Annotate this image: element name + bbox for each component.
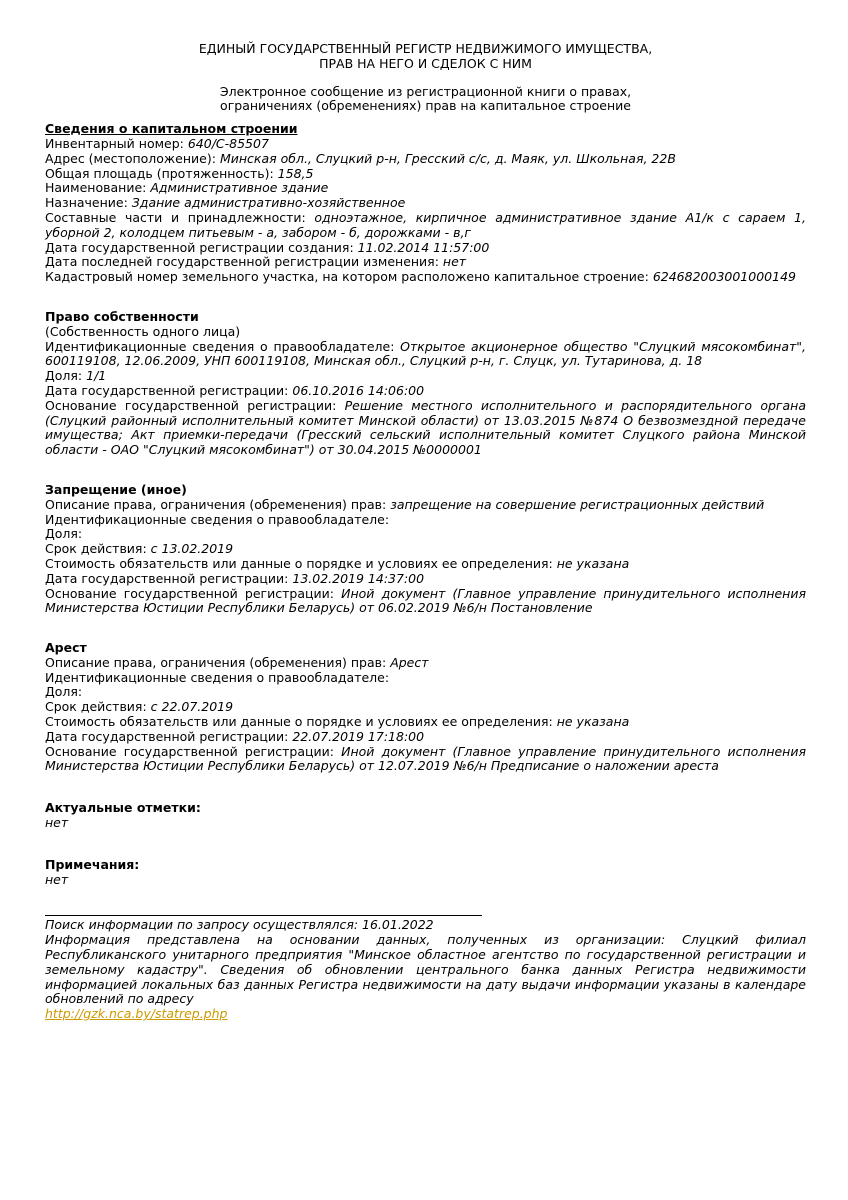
field-value: 158,5 [277, 165, 314, 181]
field-label: Стоимость обязательств или данные о порядке и условиях ее определения: [45, 714, 553, 730]
field-label: Дата государственной регистрации: [45, 570, 289, 586]
field-purpose [45, 196, 806, 211]
field-value: нет [442, 254, 467, 270]
field-value: Иной документ (Главное управление принудительного исполнения Министерства Юстиции Республики Беларусь) от 06.02.2019 №6/н Постановление [45, 585, 806, 616]
field-label: Срок действия: [45, 699, 147, 715]
field-value: 11.02.2014 11:57:00 [357, 239, 490, 255]
field-label: Кадастровый номер земельного участка, на котором расположено капитальное строение: [45, 269, 649, 285]
field-label: Наименование: [45, 180, 147, 196]
field-label: Дата государственной регистрации создания: [45, 239, 354, 255]
field-components [45, 211, 806, 241]
field-cadastral-number [45, 270, 806, 285]
field-label: Дата государственной регистрации: [45, 382, 289, 398]
ownership-subheading: (Собственность одного лица) [45, 323, 241, 339]
field-creation-reg-date [45, 241, 806, 256]
field-validity-period [45, 700, 806, 715]
field-value: 640/С-85507 [187, 135, 269, 151]
field-label: Описание права, ограничения (обременения) прав: [45, 654, 387, 670]
field-reg-date [45, 730, 806, 745]
field-validity-period [45, 542, 806, 557]
field-value: с 22.07.2019 [150, 699, 234, 715]
field-label: Основание государственной регистрации: [45, 397, 337, 413]
section-heading-prohibition: Запрещение (иное) [45, 481, 187, 497]
document-title-line2: ПРАВ НА НЕГО И СДЕЛОК С НИМ [319, 55, 532, 71]
field-rightholder-info [45, 671, 806, 686]
field-value: не указана [556, 714, 630, 730]
field-value: 06.10.2016 14:06:00 [292, 382, 425, 398]
field-value: одноэтажное, кирпичное административное здание А1/к с сараем 1, уборной 2, колодцем питьевым - а, забором - б, дорожками - в,г [45, 209, 806, 240]
field-address [45, 152, 806, 167]
field-label: Дата последней государственной регистрации изменения: [45, 254, 439, 270]
section-heading-ownership: Право собственности [45, 308, 199, 324]
field-share [45, 369, 806, 384]
footer-link-line [45, 1007, 806, 1022]
field-value: 13.02.2019 14:37:00 [292, 570, 425, 586]
field-label: Основание государственной регистрации: [45, 743, 334, 759]
field-value: Здание административно-хозяйственное [131, 195, 406, 211]
section-heading-capital: Сведения о капитальном строении [45, 121, 298, 137]
document-subtitle-line1: Электронное сообщение из регистрационной книги о правах, [219, 83, 632, 99]
field-label: Основание государственной регистрации: [45, 585, 334, 601]
field-value: запрещение на совершение регистрационных действий [390, 496, 765, 512]
field-label: Адрес (местоположение): [45, 150, 216, 166]
field-label: Доля: [45, 368, 83, 384]
field-rightholder-info [45, 513, 806, 528]
section-heading-notes: Примечания: [45, 856, 140, 872]
notes-value: нет [45, 871, 69, 887]
section-ownership [45, 310, 806, 458]
section-prohibition [45, 483, 806, 616]
footer-info-text: Информация представлена на основании данных, полученных из организации: Слуцкий филиал Республиканского унитарного предприятия "Минское областное агентство по государственной регистрации и земельному кадастру". Сведения об обновлении центрального банка данных Регистра недвижимости информацией локальных баз данных Регистра недвижимости на дату выдачи информации указаны в календаре обновлений по адресу [45, 932, 806, 1007]
field-share [45, 527, 806, 542]
field-value: Иной документ (Главное управление принудительного исполнения Министерства Юстиции Республики Беларусь) от 12.07.2019 №6/н Предписание о наложении ареста [45, 743, 806, 774]
field-rightholder-info [45, 340, 806, 370]
section-heading-arrest: Арест [45, 640, 87, 656]
field-value: 1/1 [86, 368, 107, 384]
footer-search-line: Поиск информации по запросу осуществлялся: 16.01.2022 [45, 917, 434, 933]
footer-separator-line [45, 915, 482, 916]
field-value: Открытое акционерное общество "Слуцкий мясокомбинат", 600119108, 12.06.2009, УНП 600119108, Минская обл., Слуцкий р-н, г. Слуцк, ул. Тутаринова, д. 18 [45, 338, 806, 369]
field-description [45, 656, 806, 671]
field-label: Составные части и принадлежности: [45, 209, 306, 225]
section-heading-actual-marks: Актуальные отметки: [45, 800, 201, 816]
section-actual-marks [45, 801, 806, 831]
field-label: Идентификационные сведения о правообладателе: [45, 669, 390, 685]
actual-marks-value: нет [45, 815, 69, 831]
section-capital-structure [45, 122, 806, 285]
field-obligation-value [45, 715, 806, 730]
field-value: Административное здание [150, 180, 329, 196]
field-value: с 13.02.2019 [150, 541, 234, 557]
document-subtitle-line2: ограничениях (обременениях) прав на капитальное строение [220, 98, 631, 114]
field-label: Дата государственной регистрации: [45, 728, 289, 744]
field-value: не указана [556, 555, 630, 571]
field-obligation-value [45, 557, 806, 572]
field-value: Арест [390, 654, 429, 670]
field-label: Описание права, ограничения (обременения) прав: [45, 496, 387, 512]
field-label: Идентификационные сведения о правообладателе: [45, 338, 395, 354]
field-reg-date [45, 384, 806, 399]
field-reg-date [45, 572, 806, 587]
field-description [45, 498, 806, 513]
field-share [45, 685, 806, 700]
field-reg-basis [45, 587, 806, 617]
field-total-area [45, 167, 806, 182]
field-label: Идентификационные сведения о правообладателе: [45, 511, 390, 527]
section-notes [45, 858, 806, 888]
field-last-change-reg-date [45, 255, 806, 270]
field-reg-basis [45, 745, 806, 775]
field-label: Общая площадь (протяженность): [45, 165, 274, 181]
document-footer [45, 915, 806, 1022]
field-inventory-number [45, 137, 806, 152]
section-arrest [45, 641, 806, 774]
field-reg-basis [45, 399, 806, 458]
field-label: Стоимость обязательств или данные о порядке и условиях ее определения: [45, 555, 553, 571]
field-value: Минская обл., Слуцкий р-н, Гресский с/с, д. Маяк, ул. Школьная, 22В [219, 150, 676, 166]
field-label: Назначение: [45, 195, 128, 211]
field-label: Инвентарный номер: [45, 135, 184, 151]
document-title-line1: ЕДИНЫЙ ГОСУДАРСТВЕННЫЙ РЕГИСТР НЕДВИЖИМОГО ИМУЩЕСТВА, [198, 41, 653, 56]
field-value: 624682003001000149 [652, 269, 796, 285]
field-label: Срок действия: [45, 541, 147, 557]
field-label: Доля: [45, 684, 83, 700]
statrep-link[interactable]: http://gzk.nca.by/statrep.php [45, 1006, 228, 1022]
field-label: Доля: [45, 526, 83, 542]
document-header [45, 42, 806, 114]
field-name [45, 181, 806, 196]
field-value: 22.07.2019 17:18:00 [292, 728, 425, 744]
field-value: Решение местного исполнительного и распорядительного органа (Слуцкий районный исполнительный комитет Минской области) от 13.03.2015 №874 О безвозмездной передаче имущества; Акт приемки-передачи (Гресский сельский исполнительный комитет Слуцкого района Минской области - ОАО "Слуцкий мясокомбинат") от 30.04.2015 №0000001 [45, 397, 806, 458]
